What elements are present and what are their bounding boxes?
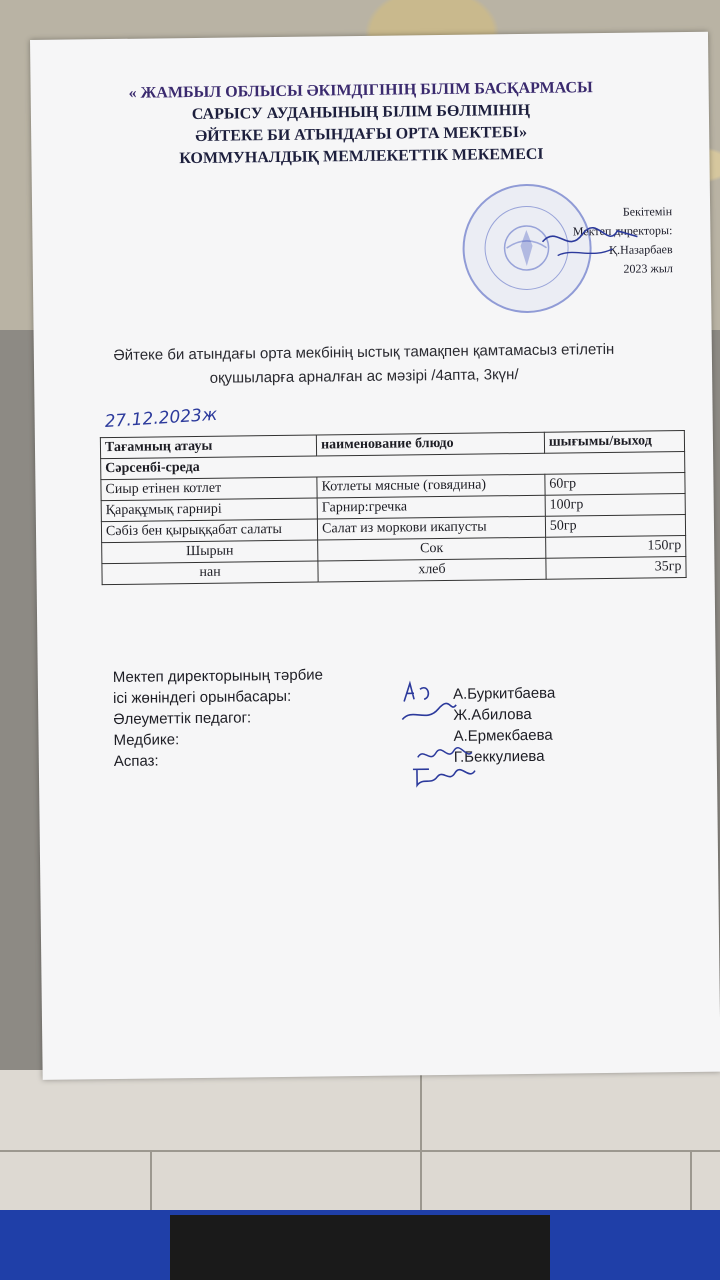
approval-director-name: Қ.Назарбаев [609, 242, 673, 257]
dish-ru: Сок [318, 537, 546, 561]
header-line: « ЖАМБЫЛ ОБЛЫСЫ ӘКІМДІГІНІҢ БІЛІМ БАСҚАРМАСЫ [128, 79, 593, 102]
dish-portion: 35гр [546, 557, 686, 580]
dish-portion: 150гр [545, 536, 685, 559]
approval-position: Мектеп директоры: [572, 223, 673, 239]
menu-title [74, 337, 655, 392]
dish-ru: Гарнир:гречка [317, 495, 545, 519]
signature-role: Мектеп директорының тәрбие [112, 666, 324, 687]
dish-kz: Шырын [102, 540, 318, 564]
approval-year: 2023 жыл [623, 261, 673, 276]
signature-role: Медбике: [113, 731, 180, 750]
menu-table [100, 430, 687, 585]
dish-ru: хлеб [318, 558, 546, 582]
menu-title-line: оқушыларға арналған ас мәзірі /4апта, 3күн/ [209, 366, 519, 387]
approval-label: Бекітемін [622, 204, 673, 219]
signature-role: Әлеуметтік педагог: [113, 709, 252, 729]
signature-block [113, 661, 614, 772]
tile-grout [0, 1150, 720, 1152]
header-line: ӘЙТЕКЕ БИ АТЫНДАҒЫ ОРТА МЕКТЕБІ» [195, 123, 528, 145]
dish-ru: Салат из моркови икапусты [317, 516, 545, 540]
dish-kz: Сиыр етінен котлет [101, 477, 317, 501]
header-cell: наименование блюдо [316, 432, 544, 456]
signature-name: Ж.Абилова [453, 705, 532, 724]
dish-kz: Сәбіз бен қырыққабат салаты [101, 519, 317, 543]
menu-title-line: Әйтеке би атындағы орта мекбінің ыстық тамақпен қамтамасыз етілетін [113, 340, 615, 365]
header-cell: шығымы/выход [544, 431, 684, 454]
dish-portion: 100гр [545, 494, 685, 517]
signature-name: А.Ермекбаева [453, 726, 553, 745]
signature-role: ісі жөніндегі орынбасары: [112, 687, 292, 708]
dish-portion: 60гр [545, 473, 685, 496]
signature-name: Г.Беккулиева [453, 747, 545, 766]
dish-ru: Котлеты мясные (говядина) [317, 474, 545, 498]
clothing-dark [170, 1215, 550, 1280]
signature-role: Аспаз: [113, 752, 159, 771]
dish-portion: 50гр [545, 515, 685, 538]
header-line: САРЫСУ АУДАНЫНЫҢ БІЛІМ БӨЛІМІНІҢ [191, 101, 531, 124]
deputy-signature [398, 679, 459, 728]
header-cell: Тағамның атауы [100, 435, 316, 459]
day-label: Сәрсенбі-среда [101, 452, 685, 480]
institution-header [101, 77, 622, 171]
handwritten-date: 27.12.2023ж [104, 404, 218, 433]
dish-kz: Қарақұмық гарнирі [101, 498, 317, 522]
cook-signature [409, 763, 479, 792]
document-sheet [30, 32, 720, 1080]
director-signature [537, 218, 647, 259]
dish-kz: нан [102, 561, 318, 585]
signature-name: А.Буркитбаева [452, 684, 556, 703]
header-line: КОММУНАЛДЫҚ МЕМЛЕКЕТТІК МЕКЕМЕСІ [179, 145, 544, 168]
